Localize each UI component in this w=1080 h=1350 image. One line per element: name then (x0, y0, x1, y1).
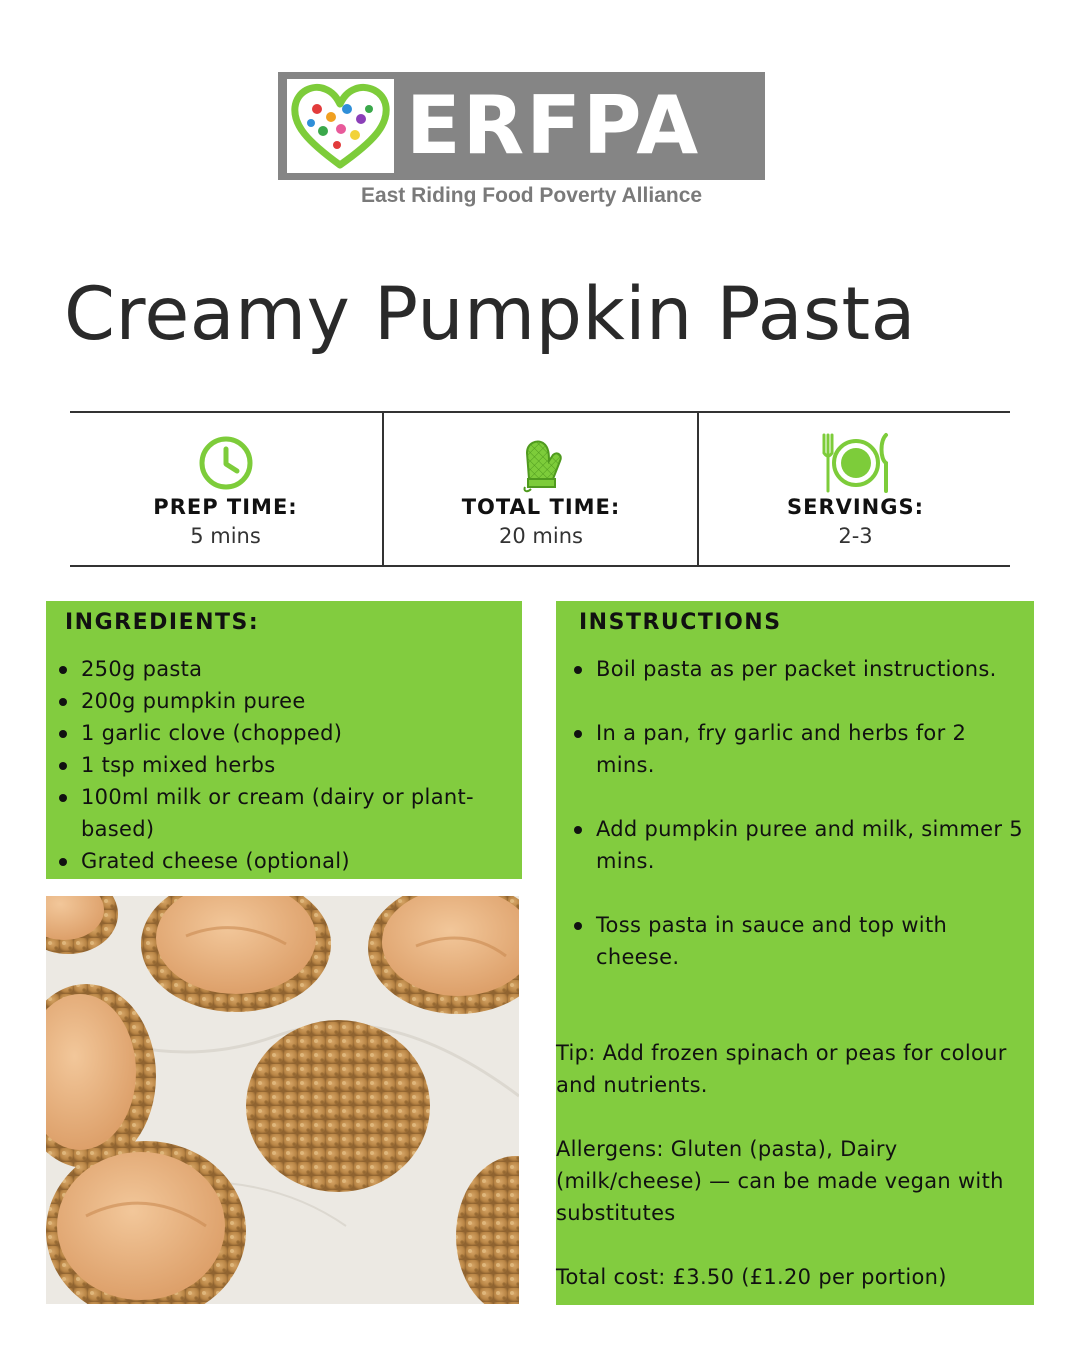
recipe-info-row (70, 411, 1010, 567)
oven-mitt-icon (509, 431, 573, 495)
prep-time-value: 5 mins (190, 524, 261, 548)
instruction-step: Boil pasta as per packet instructions. (596, 653, 1026, 685)
recipe-title: Creamy Pumpkin Pasta (64, 272, 916, 357)
ingredient-item: 200g pumpkin puree (81, 685, 511, 717)
total-cost-text: Total cost: £3.50 (£1.20 per portion) (556, 1265, 947, 1289)
ingredient-item: 1 tsp mixed herbs (81, 749, 511, 781)
clock-icon (194, 431, 258, 495)
cookies-image (46, 896, 519, 1304)
prep-time-cell (70, 413, 381, 565)
servings-cell (697, 413, 1012, 565)
prep-time-label: PREP TIME: (153, 495, 298, 519)
logo (278, 72, 765, 180)
logo-wordmark: ERFPA (406, 79, 701, 172)
total-time-label: TOTAL TIME: (461, 495, 621, 519)
total-time-cell (382, 413, 698, 565)
instruction-step: Toss pasta in sauce and top with cheese. (596, 909, 1026, 973)
ingredients-panel (46, 601, 522, 879)
servings-label: SERVINGS: (786, 495, 925, 519)
allergens-text: Allergens: Gluten (pasta), Dairy (milk/cheese) — can be made vegan with substitutes (556, 1137, 1004, 1225)
tip-text: Tip: Add frozen spinach or peas for colour and nutrients. (556, 1041, 1007, 1097)
ingredient-item: 1 garlic clove (chopped) (81, 717, 511, 749)
instruction-step: Add pumpkin puree and milk, simmer 5 mins. (596, 813, 1026, 877)
ingredient-item: Grated cheese (optional) (81, 845, 511, 877)
instructions-list (596, 653, 1026, 1005)
logo-subtitle: East Riding Food Poverty Alliance (360, 184, 703, 207)
ingredients-list (81, 653, 511, 877)
total-time-value: 20 mins (499, 524, 583, 548)
heart-logo-icon (287, 79, 394, 173)
servings-value: 2-3 (838, 524, 873, 548)
ingredients-heading: INGREDIENTS: (65, 610, 260, 635)
ingredient-item: 100ml milk or cream (dairy or plant-based) (81, 781, 511, 845)
instruction-step: In a pan, fry garlic and herbs for 2 mins. (596, 717, 1026, 781)
ingredient-item: 250g pasta (81, 653, 511, 685)
food-photo (46, 896, 519, 1304)
plate-cutlery-icon (818, 431, 894, 495)
instructions-heading: INSTRUCTIONS (579, 610, 782, 635)
instructions-panel (556, 601, 1034, 1305)
